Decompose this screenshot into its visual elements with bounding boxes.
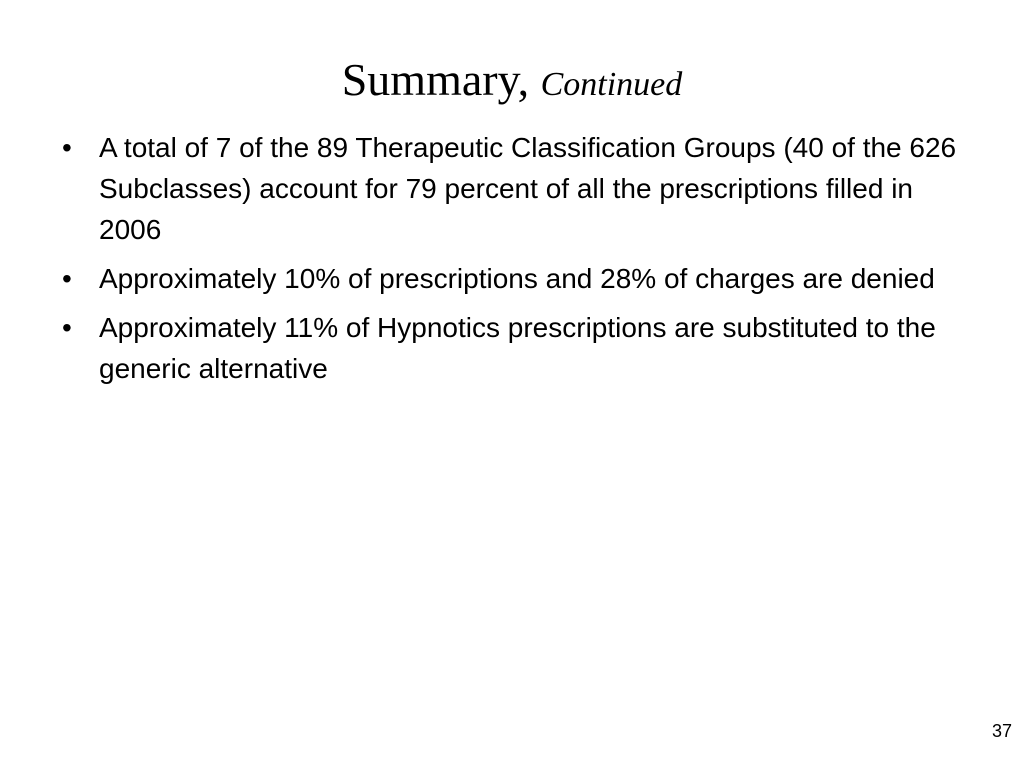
title-continued: Continued bbox=[540, 66, 683, 103]
bullet-text: Approximately 11% of Hypnotics prescriptions are substituted to the generic alternative bbox=[99, 312, 936, 384]
bullet-item bbox=[62, 307, 972, 389]
title-main: Summary, bbox=[341, 54, 530, 105]
page-number: 37 bbox=[991, 721, 1012, 741]
bullet-item bbox=[62, 258, 972, 299]
bullet-icon: • bbox=[62, 312, 72, 343]
bullet-list bbox=[62, 127, 972, 397]
slide-title bbox=[0, 52, 1024, 113]
bullet-text: A total of 7 of the 89 Therapeutic Classification Groups (40 of the 626 Subclasses) account for 79 percent of all the prescriptions filled in 2006 bbox=[99, 132, 957, 245]
bullet-icon: • bbox=[62, 263, 72, 294]
bullet-icon: • bbox=[62, 132, 72, 163]
bullet-item bbox=[62, 127, 972, 250]
bullet-text: Approximately 10% of prescriptions and 28% of charges are denied bbox=[99, 263, 935, 294]
